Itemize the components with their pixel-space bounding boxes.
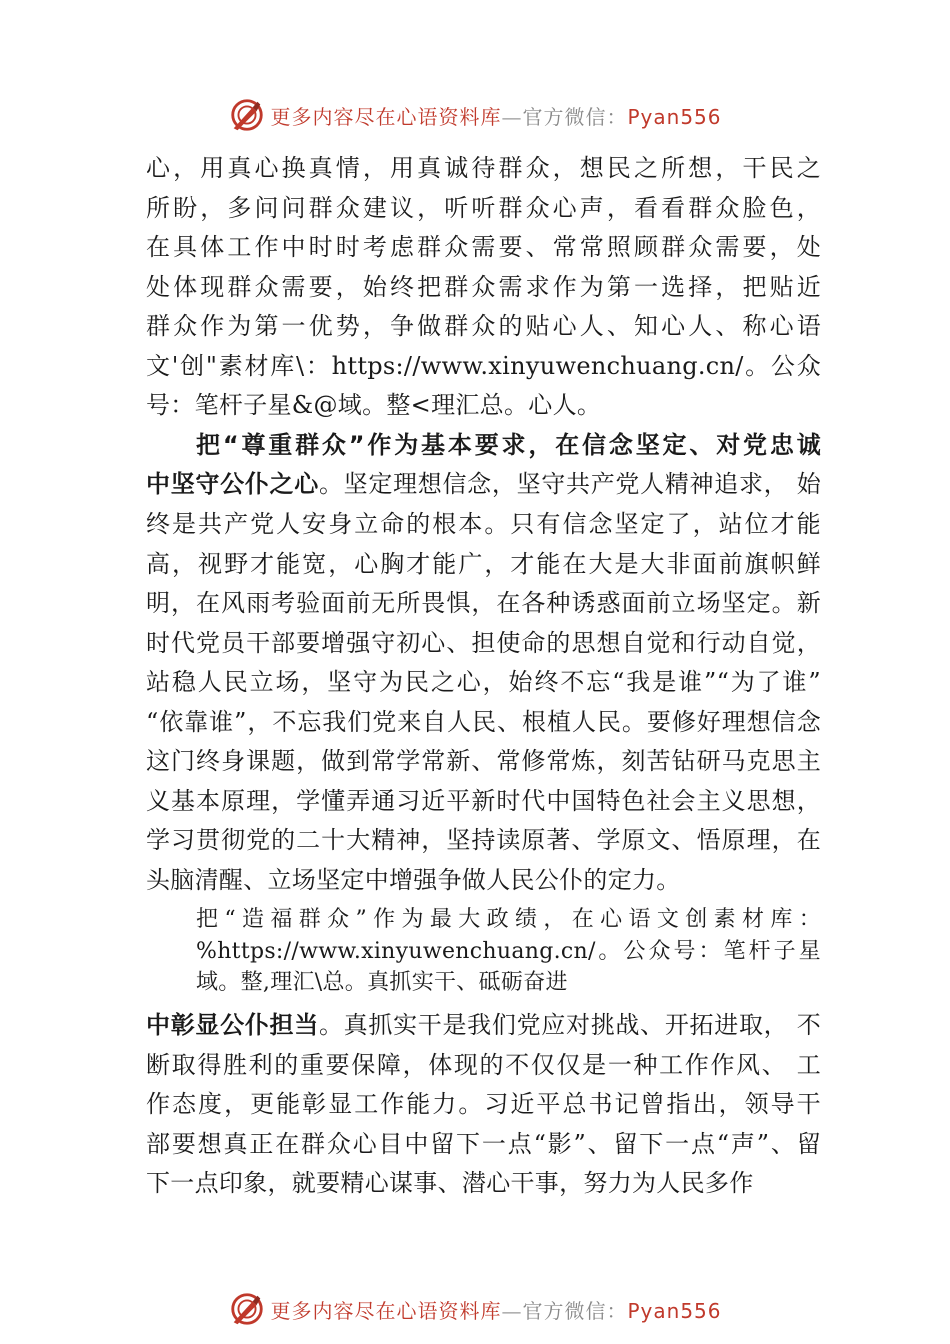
pen-seal-logo-icon [228,1290,266,1328]
pen-seal-logo-icon [228,96,266,134]
text-line: 高，视野才能宽，心胸才能广，才能在大是大非面前旗帜鲜 [146,550,821,578]
text-line: 域。整,理汇\总。真抓实干、砥砺奋进 [196,970,568,995]
text-line: “依靠谁”，不忘我们党来自人民、根植人民。要修好理想信念 [146,708,821,736]
text-line: 在具体工作中时时考虑群众需要、常常照顾群众需要，处 [146,233,821,261]
text-line: 义基本原理，学懂弄通习近平新时代中国特色社会主义思想， [146,787,821,815]
text-line: 终是共产党人安身立命的根本。只有信念坚定了，站位才能 [146,510,821,538]
section-heading-continued: 中坚守公仆之心 [146,470,319,498]
section-heading: 中彰显公仆担当 [146,1011,319,1039]
header-banner-text: 更多内容尽在心语资料库—官方微信：Pyan556 [270,104,722,129]
text-line: 作态度，更能彰显工作能力。习近平总书记曾指出，领导干 [146,1090,821,1118]
text-line: 中坚守公仆之心。坚定理想信念，坚守共产党人精神追求， 始 [146,470,821,498]
text-line: 把“造福群众”作为最大政绩，在心语文创素材库： [196,907,821,932]
text-line: 下一点印象，就要精心谋事、潜心干事，努力为人民多作 [146,1169,754,1197]
text-line: 中彰显公仆担当。真抓实干是我们党应对挑战、开拓进取， 不 [146,1011,821,1039]
text-line: 处体现群众需要，始终把群众需求作为第一选择，把贴近 [146,273,821,301]
footer-banner [0,1289,950,1329]
text-line: 号：笔杆子星&@域。整<理汇总。心人。 [146,391,602,419]
text-line: 站稳人民立场，坚守为民之心，始终不忘“我是谁”“为了谁” [146,668,821,696]
text-line: 这门终身课题，做到常学常新、常修常炼，刻苦钻研马克思主 [146,747,821,775]
text-line: 明，在风雨考验面前无所畏惧，在各种诱惑面前立场坚定。新 [146,589,821,617]
text-line: 文'创"素材库\：https://www.xinyuwenchuang.cn/。公众 [146,352,821,380]
text-line: 心，用真心换真情，用真诚待群众，想民之所想，干民之 [146,154,821,182]
text-line: 部要想真正在群众心目中留下一点“影”、留下一点“声”、留 [146,1130,821,1158]
text-line: 学习贯彻党的二十大精神，坚持读原著、学原文、悟原理，在 [146,826,821,854]
text-line: 所盼，多问问群众建议，听听群众心声，看看群众脸色， [146,194,821,222]
footer-banner-text: 更多内容尽在心语资料库—官方微信：Pyan556 [270,1298,722,1323]
text-line: %https://www.xinyuwenchuang.cn/。公众号：笔杆子星 [196,939,821,964]
text-line: 断取得胜利的重要保障，体现的不仅仅是一种工作作风、 工 [146,1051,821,1079]
section-heading: 把“尊重群众”作为基本要求，在信念坚定、对党忠诚 [196,431,821,459]
header-banner [0,95,950,135]
text-line: 头脑清醒、立场坚定中增强争做人民公仆的定力。 [146,866,681,894]
text-line: 时代党员干部要增强守初心、担使命的思想自觉和行动自觉， [146,629,821,657]
text-line: 群众作为第一优势，争做群众的贴心人、知心人、称心语 [146,312,821,340]
